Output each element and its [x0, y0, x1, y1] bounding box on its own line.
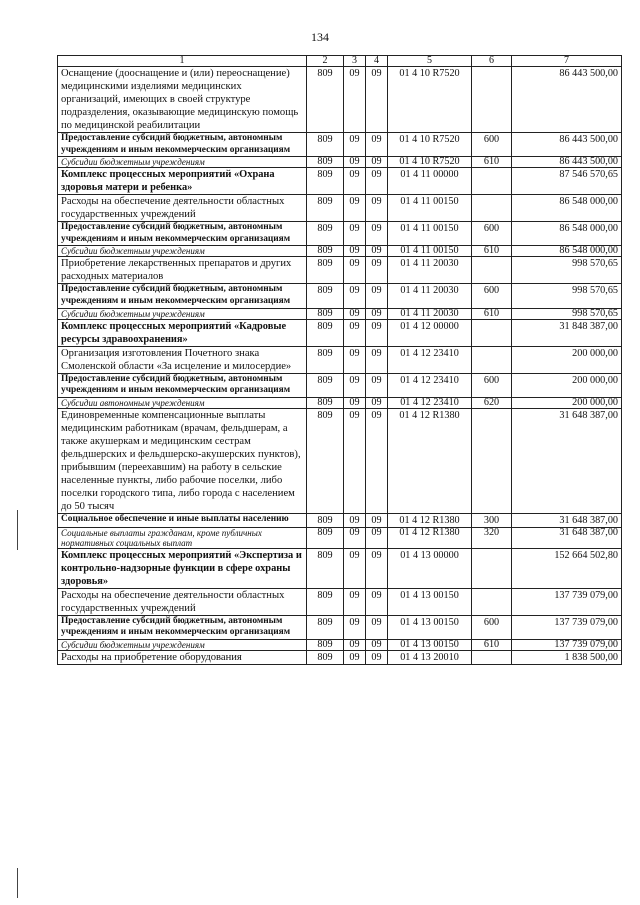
- amount-cell: 998 570,65: [512, 308, 622, 319]
- admin-code-cell: 809: [307, 639, 344, 650]
- header-cell: 5: [388, 56, 472, 67]
- subsection-cell: 09: [366, 373, 388, 397]
- table-header: [58, 56, 622, 67]
- section-cell: 09: [344, 408, 366, 513]
- table-row: [58, 527, 622, 548]
- subsection-cell: 09: [366, 168, 388, 195]
- expense-type-cell: [472, 67, 512, 133]
- expense-type-cell: [472, 650, 512, 664]
- expense-type-cell: [472, 319, 512, 346]
- row-name-cell: Оснащение (дооснащение и (или) переоснащение) медицинскими изделиями медицинских организаций, имеющих в своей структуре подразделения, оказывающие медицинскую помощь по медицинской реабилитации: [58, 67, 307, 133]
- expense-type-cell: 600: [472, 222, 512, 246]
- table-row: [58, 157, 622, 168]
- row-name-cell: Социальное обеспечение и иные выплаты населению: [58, 513, 307, 527]
- section-cell: 09: [344, 615, 366, 639]
- section-cell: 09: [344, 246, 366, 257]
- section-cell: 09: [344, 168, 366, 195]
- subsection-cell: 09: [366, 195, 388, 222]
- table-row: [58, 284, 622, 308]
- expense-type-cell: 610: [472, 308, 512, 319]
- table-row: [58, 373, 622, 397]
- target-article-cell: 01 4 12 00000: [388, 319, 472, 346]
- target-article-cell: 01 4 13 00150: [388, 639, 472, 650]
- row-name-cell: Субсидии бюджетным учреждениям: [58, 308, 307, 319]
- header-cell: 3: [344, 56, 366, 67]
- admin-code-cell: 809: [307, 548, 344, 588]
- admin-code-cell: 809: [307, 397, 344, 408]
- admin-code-cell: 809: [307, 308, 344, 319]
- target-article-cell: 01 4 12 R1380: [388, 513, 472, 527]
- table-body: [58, 67, 622, 665]
- table-row: [58, 346, 622, 373]
- section-cell: 09: [344, 650, 366, 664]
- row-name-cell: Комплекс процессных мероприятий «Охрана здоровья матери и ребенка»: [58, 168, 307, 195]
- target-article-cell: 01 4 12 R1380: [388, 527, 472, 548]
- table-row: [58, 548, 622, 588]
- subsection-cell: 09: [366, 308, 388, 319]
- table-row: [58, 257, 622, 284]
- row-name-cell: Предоставление субсидий бюджетным, автономным учреждениям и иным некоммерческим организациям: [58, 284, 307, 308]
- subsection-cell: 09: [366, 513, 388, 527]
- admin-code-cell: 809: [307, 67, 344, 133]
- target-article-cell: 01 4 10 R7520: [388, 133, 472, 157]
- table-row: [58, 513, 622, 527]
- table-row: [58, 195, 622, 222]
- section-cell: 09: [344, 222, 366, 246]
- admin-code-cell: 809: [307, 168, 344, 195]
- admin-code-cell: 809: [307, 527, 344, 548]
- table-row: [58, 67, 622, 133]
- row-name-cell: Социальные выплаты гражданам, кроме публичных нормативных социальных выплат: [58, 527, 307, 548]
- expense-type-cell: 610: [472, 639, 512, 650]
- section-cell: 09: [344, 308, 366, 319]
- section-cell: 09: [344, 527, 366, 548]
- header-cell: 2: [307, 56, 344, 67]
- admin-code-cell: 809: [307, 346, 344, 373]
- table-row: [58, 319, 622, 346]
- target-article-cell: 01 4 12 23410: [388, 346, 472, 373]
- section-cell: 09: [344, 319, 366, 346]
- expense-type-cell: [472, 548, 512, 588]
- target-article-cell: 01 4 11 20030: [388, 284, 472, 308]
- admin-code-cell: 809: [307, 513, 344, 527]
- section-cell: 09: [344, 397, 366, 408]
- row-name-cell: Предоставление субсидий бюджетным, автономным учреждениям и иным некоммерческим организациям: [58, 373, 307, 397]
- subsection-cell: 09: [366, 588, 388, 615]
- admin-code-cell: 809: [307, 408, 344, 513]
- row-name-cell: Расходы на приобретение оборудования: [58, 650, 307, 664]
- expense-type-cell: [472, 195, 512, 222]
- expense-type-cell: 600: [472, 373, 512, 397]
- section-cell: 09: [344, 157, 366, 168]
- expense-type-cell: [472, 408, 512, 513]
- page-number: 134: [311, 30, 329, 44]
- expense-type-cell: [472, 588, 512, 615]
- expense-type-cell: 600: [472, 284, 512, 308]
- row-name-cell: Приобретение лекарственных препаратов и других расходных материалов: [58, 257, 307, 284]
- amount-cell: 200 000,00: [512, 397, 622, 408]
- amount-cell: 86 548 000,00: [512, 246, 622, 257]
- amount-cell: 137 739 079,00: [512, 588, 622, 615]
- target-article-cell: 01 4 11 00150: [388, 222, 472, 246]
- admin-code-cell: 809: [307, 157, 344, 168]
- admin-code-cell: 809: [307, 246, 344, 257]
- row-name-cell: Комплекс процессных мероприятий «Кадровые ресурсы здравоохранения»: [58, 319, 307, 346]
- target-article-cell: 01 4 12 23410: [388, 373, 472, 397]
- header-cell: 6: [472, 56, 512, 67]
- section-cell: 09: [344, 195, 366, 222]
- subsection-cell: 09: [366, 257, 388, 284]
- expense-type-cell: 300: [472, 513, 512, 527]
- table-row: [58, 408, 622, 513]
- expense-type-cell: 620: [472, 397, 512, 408]
- admin-code-cell: 809: [307, 319, 344, 346]
- subsection-cell: 09: [366, 319, 388, 346]
- target-article-cell: 01 4 13 00000: [388, 548, 472, 588]
- admin-code-cell: 809: [307, 195, 344, 222]
- admin-code-cell: 809: [307, 650, 344, 664]
- expense-type-cell: 600: [472, 615, 512, 639]
- target-article-cell: 01 4 11 20030: [388, 257, 472, 284]
- expense-type-cell: 610: [472, 157, 512, 168]
- admin-code-cell: 809: [307, 615, 344, 639]
- row-name-cell: Расходы на обеспечение деятельности областных государственных учреждений: [58, 195, 307, 222]
- row-name-cell: Предоставление субсидий бюджетным, автономным учреждениям и иным некоммерческим организациям: [58, 133, 307, 157]
- expense-type-cell: [472, 257, 512, 284]
- table-row: [58, 588, 622, 615]
- admin-code-cell: 809: [307, 284, 344, 308]
- section-cell: 09: [344, 639, 366, 650]
- section-cell: 09: [344, 133, 366, 157]
- table-row: [58, 133, 622, 157]
- amount-cell: 86 443 500,00: [512, 67, 622, 133]
- subsection-cell: 09: [366, 346, 388, 373]
- expense-type-cell: 600: [472, 133, 512, 157]
- target-article-cell: 01 4 10 R7520: [388, 67, 472, 133]
- amount-cell: 31 648 387,00: [512, 527, 622, 548]
- subsection-cell: 09: [366, 284, 388, 308]
- admin-code-cell: 809: [307, 588, 344, 615]
- section-cell: 09: [344, 548, 366, 588]
- subsection-cell: 09: [366, 222, 388, 246]
- amount-cell: 200 000,00: [512, 346, 622, 373]
- section-cell: 09: [344, 284, 366, 308]
- subsection-cell: 09: [366, 397, 388, 408]
- subsection-cell: 09: [366, 408, 388, 513]
- subsection-cell: 09: [366, 133, 388, 157]
- table-row: [58, 639, 622, 650]
- admin-code-cell: 809: [307, 257, 344, 284]
- section-cell: 09: [344, 588, 366, 615]
- row-name-cell: Предоставление субсидий бюджетным, автономным учреждениям и иным некоммерческим организациям: [58, 615, 307, 639]
- subsection-cell: 09: [366, 548, 388, 588]
- row-name-cell: Единовременные компенсационные выплаты медицинским работникам (врачам, фельдшерам, а также акушеркам и медицинским сестрам фельдшерских и фельдшерско-акушерских пунктов), прибывшим (переехавшим) на работу в сельские населенные пункты, либо рабочие поселки, либо поселки городского типа, либо города с населением до 50 тысяч: [58, 408, 307, 513]
- amount-cell: 86 548 000,00: [512, 222, 622, 246]
- section-cell: 09: [344, 67, 366, 133]
- subsection-cell: 09: [366, 650, 388, 664]
- expense-type-cell: [472, 346, 512, 373]
- amount-cell: 200 000,00: [512, 373, 622, 397]
- amount-cell: 137 739 079,00: [512, 639, 622, 650]
- row-name-cell: Субсидии бюджетным учреждениям: [58, 639, 307, 650]
- target-article-cell: 01 4 13 00150: [388, 588, 472, 615]
- header-cell: 4: [366, 56, 388, 67]
- expense-type-cell: [472, 168, 512, 195]
- subsection-cell: 09: [366, 527, 388, 548]
- table-row: [58, 397, 622, 408]
- target-article-cell: 01 4 12 23410: [388, 397, 472, 408]
- subsection-cell: 09: [366, 157, 388, 168]
- amount-cell: 998 570,65: [512, 284, 622, 308]
- amount-cell: 86 548 000,00: [512, 195, 622, 222]
- target-article-cell: 01 4 11 00150: [388, 246, 472, 257]
- row-name-cell: Организация изготовления Почетного знака Смоленской области «За исцеление и милосердие»: [58, 346, 307, 373]
- target-article-cell: 01 4 10 R7520: [388, 157, 472, 168]
- admin-code-cell: 809: [307, 133, 344, 157]
- amount-cell: 1 838 500,00: [512, 650, 622, 664]
- amount-cell: 137 739 079,00: [512, 615, 622, 639]
- target-article-cell: 01 4 11 00150: [388, 195, 472, 222]
- margin-mark: [17, 868, 18, 898]
- amount-cell: 86 443 500,00: [512, 133, 622, 157]
- amount-cell: 31 648 387,00: [512, 513, 622, 527]
- amount-cell: 31 848 387,00: [512, 319, 622, 346]
- amount-cell: 31 648 387,00: [512, 408, 622, 513]
- subsection-cell: 09: [366, 67, 388, 133]
- expense-type-cell: 610: [472, 246, 512, 257]
- budget-table: [57, 55, 622, 665]
- header-cell: 1: [58, 56, 307, 67]
- target-article-cell: 01 4 13 00150: [388, 615, 472, 639]
- expense-type-cell: 320: [472, 527, 512, 548]
- section-cell: 09: [344, 373, 366, 397]
- target-article-cell: 01 4 13 20010: [388, 650, 472, 664]
- row-name-cell: Комплекс процессных мероприятий «Экспертиза и контрольно-надзорные функции в сфере охраны здоровья»: [58, 548, 307, 588]
- subsection-cell: 09: [366, 639, 388, 650]
- table-row: [58, 308, 622, 319]
- subsection-cell: 09: [366, 246, 388, 257]
- margin-mark: [17, 510, 18, 550]
- amount-cell: 152 664 502,80: [512, 548, 622, 588]
- row-name-cell: Субсидии бюджетным учреждениям: [58, 157, 307, 168]
- table-row: [58, 222, 622, 246]
- table-row: [58, 650, 622, 664]
- table-row: [58, 246, 622, 257]
- admin-code-cell: 809: [307, 373, 344, 397]
- section-cell: 09: [344, 257, 366, 284]
- table-row: [58, 168, 622, 195]
- amount-cell: 998 570,65: [512, 257, 622, 284]
- target-article-cell: 01 4 12 R1380: [388, 408, 472, 513]
- section-cell: 09: [344, 513, 366, 527]
- row-name-cell: Предоставление субсидий бюджетным, автономным учреждениям и иным некоммерческим организациям: [58, 222, 307, 246]
- row-name-cell: Субсидии бюджетным учреждениям: [58, 246, 307, 257]
- amount-cell: 87 546 570,65: [512, 168, 622, 195]
- subsection-cell: 09: [366, 615, 388, 639]
- header-row: [58, 56, 622, 67]
- target-article-cell: 01 4 11 00000: [388, 168, 472, 195]
- table-row: [58, 615, 622, 639]
- header-cell: 7: [512, 56, 622, 67]
- section-cell: 09: [344, 346, 366, 373]
- admin-code-cell: 809: [307, 222, 344, 246]
- row-name-cell: Расходы на обеспечение деятельности областных государственных учреждений: [58, 588, 307, 615]
- row-name-cell: Субсидии автономным учреждениям: [58, 397, 307, 408]
- amount-cell: 86 443 500,00: [512, 157, 622, 168]
- target-article-cell: 01 4 11 20030: [388, 308, 472, 319]
